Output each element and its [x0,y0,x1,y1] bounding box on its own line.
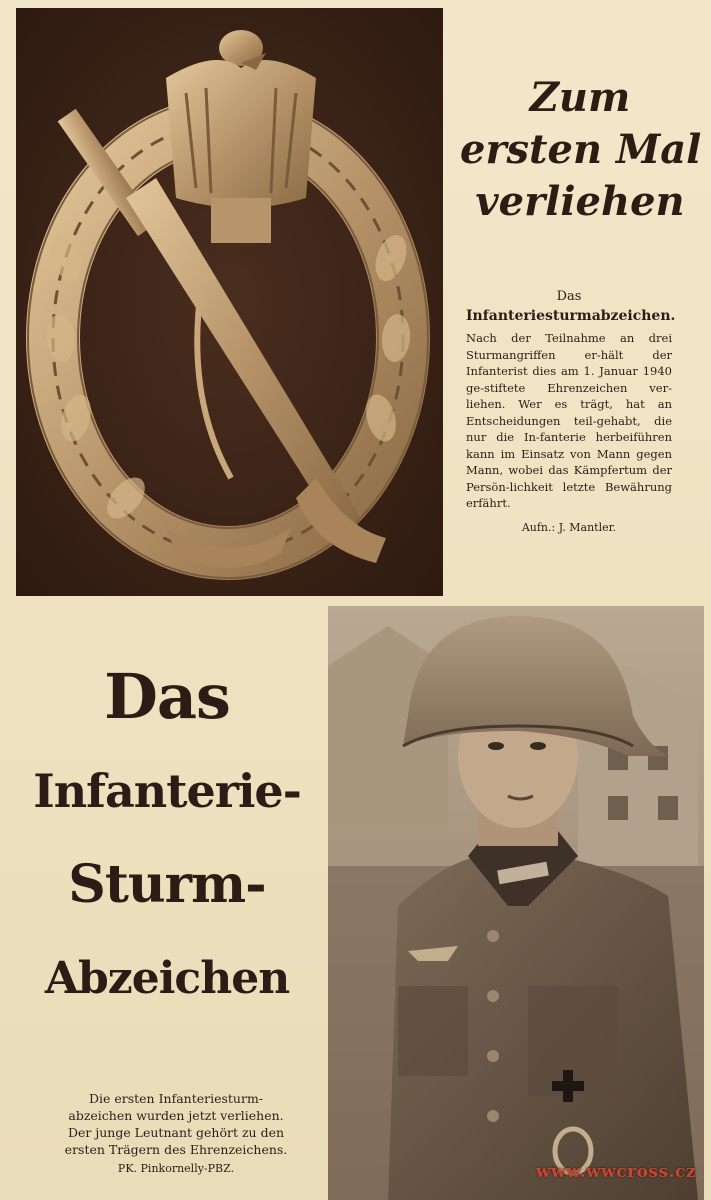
soldier-caption [40,1090,312,1177]
soldier-caption-line: Die ersten Infanteriesturm- [88,1091,264,1106]
headline-main-line: Das [104,660,230,733]
badge-photo [16,8,443,596]
soldier-caption-line: abzeichen wurden jetzt verliehen. [68,1108,284,1123]
watermark: www.wwcross.cz [535,1162,696,1182]
headline-main [12,650,322,1026]
soldier-portrait-icon [328,606,704,1200]
headline-main-line: Sturm- [68,854,266,915]
headline-top-line: ersten Mal [460,126,702,173]
infantry-assault-badge-icon [16,8,443,596]
soldier-photo-credit: PK. Pinkornelly-PBZ. [117,1162,235,1175]
soldier-caption-line: ersten Trägern des Ehrenzeichens. [64,1142,288,1157]
badge-caption-title: Infanteriesturmabzeichen. [466,308,676,324]
headline-top-line: Zum [529,74,631,121]
headline-top-line: verliehen [475,178,685,225]
badge-caption [466,288,676,536]
badge-caption-heading: Das [556,289,582,304]
badge-caption-body: Nach der Teilnahme an drei Sturmangriffen er-hält der Infanterist dies am 1. Januar 1940 ge-stiftete Ehrenzeichen ver-liehen. Wer es trägt, hat an Entscheidungen teil-gehabt, die nur die In-fanterie herbeiführen kann im Einsatz von Mann gegen Mann, wobei das Kämpfertum der Persön-lichkeit letzte Bewährung erfährt. [466,331,672,510]
soldier-photo [328,606,704,1200]
headline-top [460,72,700,228]
headline-main-line: Infanterie- [33,764,301,818]
soldier-caption-line: Der junge Leutnant gehört zu den [67,1125,285,1140]
headline-main-line: Abzeichen [44,953,290,1004]
badge-photo-credit: Aufn.: J. Mantler. [521,520,617,534]
